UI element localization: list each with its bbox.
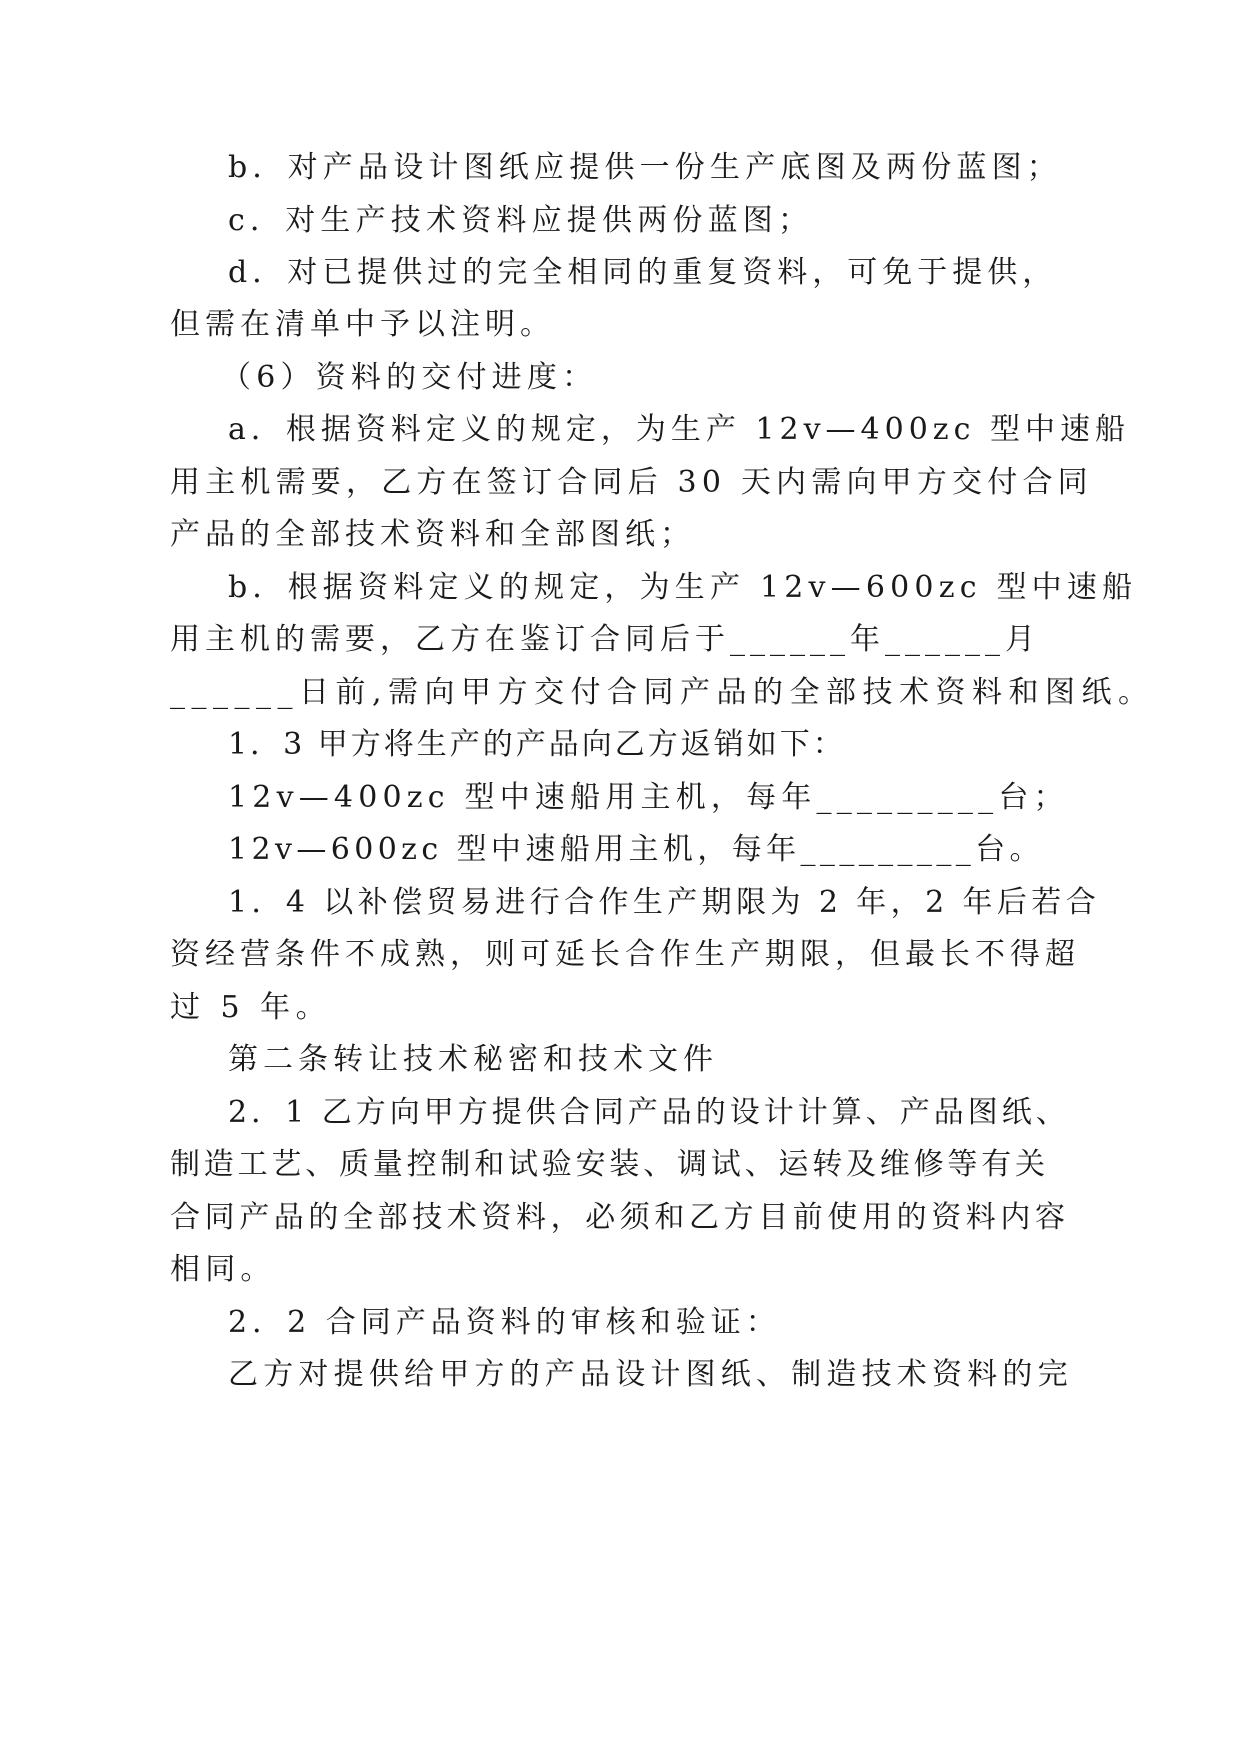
text-line: 12v—400zc 型中速船用主机，每年_________台； [228, 780, 1069, 815]
text-line: a．根据资料定义的规定，为生产 12v—400zc 型中速船 [228, 412, 1130, 447]
text-line: 2．2 合同产品资料的审核和验证： [228, 1305, 781, 1340]
text-line: 合同产品的全部技术资料，必须和乙方目前使用的资料内容 [170, 1200, 1070, 1235]
text-line: b．根据资料定义的规定，为生产 12v—600zc 型中速船 [228, 570, 1138, 605]
text-line: 1．3 甲方将生产的产品向乙方返销如下： [228, 727, 846, 762]
text-line: 相同。 [170, 1252, 276, 1287]
text-line: d．对已提供过的完全相同的重复资料，可免于提供， [228, 255, 1058, 290]
text-line: 2．1 乙方向甲方提供合同产品的设计计算、产品图纸、 [228, 1095, 1070, 1130]
text-line: 乙方对提供给甲方的产品设计图纸、制造技术资料的完 [228, 1357, 1073, 1392]
text-line: 1．4 以补偿贸易进行合作生产期限为 2 年，2 年后若合 [228, 885, 1101, 920]
text-line: （6）资料的交付进度： [221, 360, 598, 395]
text-line: b．对产品设计图纸应提供一份生产底图及两份蓝图； [228, 150, 1063, 185]
text-line: 用主机的需要，乙方在鉴订合同后于______年______月 [170, 622, 1040, 657]
text-line: 12v—600zc 型中速船用主机，每年_________台。 [228, 832, 1044, 867]
text-line: 用主机需要，乙方在签订合同后 30 天内需向甲方交付合同 [170, 465, 1093, 500]
text-line: 过 5 年。 [170, 990, 332, 1025]
text-line: 资经营条件不成熟，则可延长合作生产期限，但最长不得超 [170, 937, 1080, 972]
text-line: 但需在清单中予以注明。 [170, 307, 555, 342]
section-heading: 第二条转让技术秘密和技术文件 [228, 1042, 718, 1077]
text-line: 产品的全部技术资料和全部图纸； [170, 517, 695, 552]
text-line: 制造工艺、质量控制和试验安装、调试、运转及维修等有关 [170, 1147, 1049, 1182]
text-line: ______日前,需向甲方交付合同产品的全部技术资料和图纸。 [170, 675, 1155, 710]
text-line: c．对生产技术资料应提供两份蓝图； [228, 203, 814, 238]
